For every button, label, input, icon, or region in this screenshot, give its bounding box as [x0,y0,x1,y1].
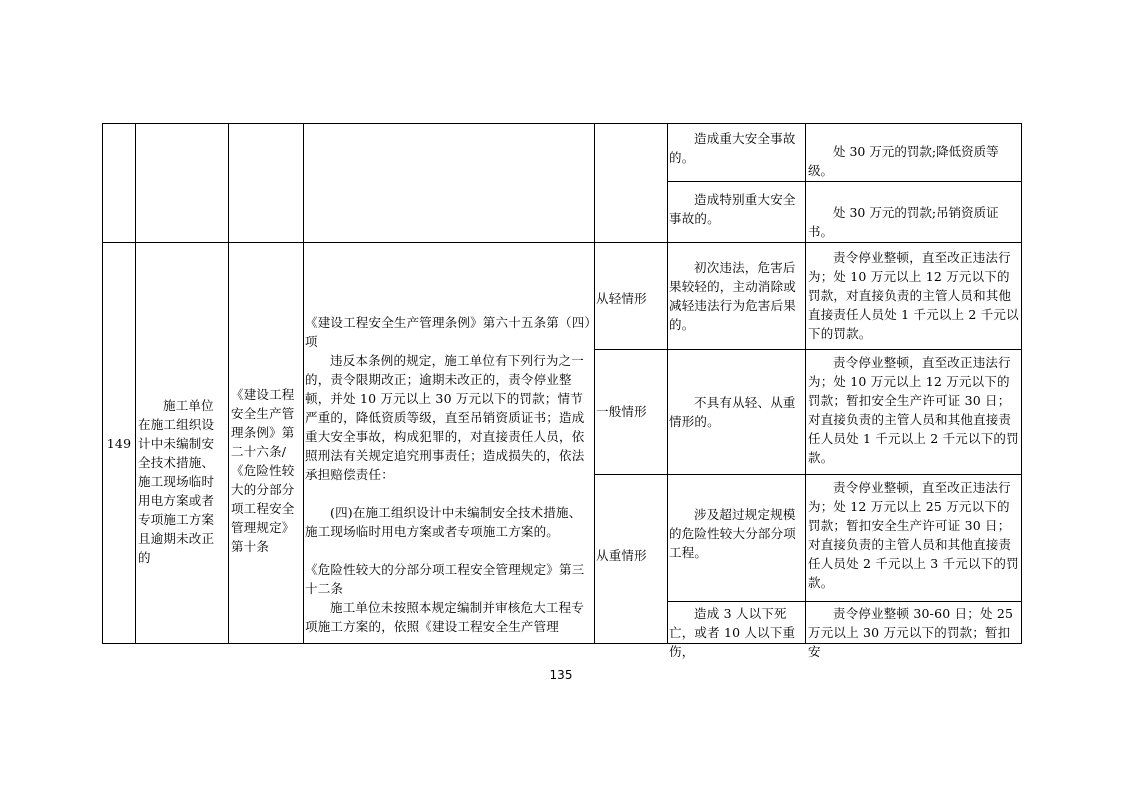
column-divider [303,123,304,644]
light-circumstance-penalty: 责令停业整顿，直至改正违法行为；处 10 万元以上 12 万元以下的罚款，对直接负责的主管人员和其他直接责任人员处 1 千元以上 2 千元以下的罚款。 [808,250,1019,341]
legal-provision-title-1: 《建设工程安全生产管理条例》第六十五条第（四）项 [305,315,591,349]
heavy-circumstance-condition-2: 造成 3 人以下死亡，或者 10 人以下重伤， [669,606,796,659]
row-divider [594,349,1021,350]
table-border-top [102,123,1021,124]
general-circumstance-condition: 不具有从轻、从重情形的。 [669,395,796,429]
column-divider [135,123,136,644]
light-circumstance-condition: 初次违法，危害后果较轻的，主动消除或减轻违法行为危害后果的。 [669,260,797,332]
legal-provision-title-2: 《危险性较大的分部分项工程安全管理规定》第三十二条 [305,562,585,596]
heavy-circumstance-condition-1: 涉及超过规定规模的危险性较大分部分项工程。 [669,507,797,560]
general-circumstance-label: 一般情形 [596,404,647,419]
column-divider [594,123,595,644]
extra-major-accident-condition: 造成特别重大安全事故的。 [669,192,796,226]
row-divider [667,181,1021,182]
violation-description: 施工单位在施工组织设计中未编制安全技术措施、施工现场临时用电方案或者专项施工方案且逾期未改正的 [138,398,215,565]
page-number: 135 [549,668,573,682]
column-divider [228,123,229,644]
legal-basis: 《建设工程安全生产管理条例》第二十六条/《危险性较大的分部分项工程安全管理规定》第十条 [231,387,295,554]
major-accident-condition: 造成重大安全事故的。 [669,131,796,165]
light-circumstance-label: 从轻情形 [596,291,647,306]
major-accident-penalty: 处 30 万元的罚款;降低资质等级。 [808,144,999,178]
row-divider [594,474,1021,475]
extra-major-accident-penalty: 处 30 万元的罚款;吊销资质证书。 [808,205,999,239]
table-border-left [102,123,103,644]
general-circumstance-penalty: 责令停业整顿，直至改正违法行为；处 10 万元以上 12 万元以下的罚款；暂扣安全生产许可证 30 日；对直接负责的主管人员和其他直接责任人员处 1 千元以上 2 千元以下的罚款。 [808,355,1019,465]
heavy-circumstance-penalty-2: 责令停业整顿 30-60 日；处 25 万元以上 30 万元以下的罚款；暂扣安 [808,606,1014,659]
row-number: 149 [106,436,132,451]
column-divider [667,123,668,644]
legal-provision-text-3: 施工单位未按照本规定编制并审核危大工程专项施工方案的，依照《建设工程安全生产管理 [305,600,585,634]
legal-provision-text-2: (四)在施工组织设计中未编制安全技术措施、施工现场临时用电方案或者专项施工方案的。 [305,505,582,539]
row-divider [102,242,1021,243]
legal-provision-text-1: 违反本条例的规定，施工单位有下列行为之一的，责令限期改正；逾期未改正的，责令停业整顿，并处 10 万元以上 30 万元以下的罚款；情节严重的，降低资质等级，直至吊销资质证书；造成重大安全事故，构成犯罪的，对直接责任人员，依照刑法有关规定追究刑事责任；造成损失的，依法承担赔偿责任： [305,353,585,482]
row-divider [667,601,1021,602]
table-border-right [1021,123,1022,644]
heavy-circumstance-label: 从重情形 [596,548,647,563]
heavy-circumstance-penalty-1: 责令停业整顿，直至改正违法行为；处 12 万元以上 25 万元以下的罚款；暂扣安全生产许可证 30 日；对直接负责的主管人员和其他直接责任人员处 2 千元以上 3 千元以下的罚款。 [808,480,1019,590]
column-divider [805,123,806,644]
